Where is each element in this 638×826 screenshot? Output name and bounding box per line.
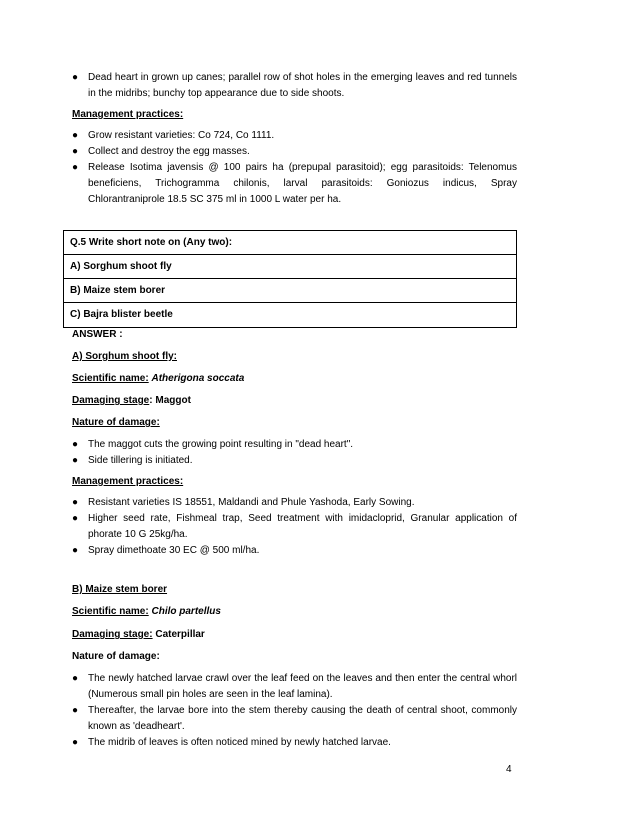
list-item-text: Spray dimethoate 30 EC @ 500 ml/ha. — [88, 545, 260, 556]
bullet-icon: ● — [72, 673, 79, 684]
sci-value: Atherigona soccata — [151, 373, 245, 384]
sorghum-nature-heading: Nature of damage: — [72, 417, 160, 428]
maize-scientific-name — [72, 604, 517, 620]
list-item-text: Collect and destroy the egg masses. — [88, 146, 250, 157]
stage-value: : Maggot — [149, 395, 191, 406]
top-bullet-list — [72, 70, 517, 102]
list-item — [72, 735, 517, 751]
stage-label: Damaging stage: — [72, 629, 153, 640]
section-heading: Management practices: — [72, 109, 184, 120]
list-item-text: Side tillering is initiated. — [88, 455, 193, 466]
list-item-text: Resistant varieties IS 18551, Maldandi and Phule Yashoda, Early Sowing. — [88, 497, 415, 508]
list-item — [72, 671, 517, 703]
list-item — [72, 543, 517, 559]
table-row: B) Maize stem borer — [64, 279, 516, 303]
top-mgmt-list — [72, 128, 517, 208]
bullet-icon: ● — [72, 705, 79, 716]
stage-label: Damaging stage — [72, 395, 150, 406]
sci-value: Chilo partellus — [151, 606, 221, 617]
bullet-icon: ● — [72, 455, 79, 466]
list-item — [72, 160, 517, 208]
maize-nature-heading: Nature of damage: — [72, 651, 160, 662]
bullet-icon: ● — [72, 545, 79, 556]
sci-label: Scientific name: — [72, 373, 149, 384]
list-item-text: Dead heart in grown up canes; parallel row of shot holes in the emerging leaves and red tunnels in the midribs; bunchy top appearance due to side shoots. — [88, 72, 517, 99]
list-item-text: Release Isotima javensis @ 100 pairs ha (prepupal parasitoid); egg parasitoids: Telenomus beneficiens, Trichogramma chilonis, larval parasitoids: Goniozus indicus, Spray Chlorantraniprole 18.5 SC 375 ml in 1000 L water per ha. — [88, 162, 517, 205]
list-item-text: Grow resistant varieties: Co 724, Co 1111. — [88, 130, 275, 141]
sorghum-nature-list — [72, 437, 517, 469]
list-item-text: Thereafter, the larvae bore into the stem thereby causing the death of central shoot, commonly known as 'deadheart'. — [88, 705, 517, 732]
bullet-icon: ● — [72, 72, 79, 83]
list-item-text: The midrib of leaves is often noticed mined by newly hatched larvae. — [88, 737, 391, 748]
list-item — [72, 703, 517, 735]
bullet-icon: ● — [72, 162, 79, 173]
sorghum-title: A) Sorghum shoot fly: — [72, 351, 177, 362]
maize-damaging-stage — [72, 627, 517, 643]
sorghum-mgmt-list — [72, 495, 517, 559]
bullet-icon: ● — [72, 130, 79, 141]
maize-title: B) Maize stem borer — [72, 584, 168, 595]
bullet-icon: ● — [72, 497, 79, 508]
stage-value: Caterpillar — [155, 629, 205, 640]
list-item — [72, 144, 517, 160]
page-number: 4 — [506, 764, 512, 775]
bullet-icon: ● — [72, 737, 79, 748]
list-item — [72, 495, 517, 511]
list-item — [72, 511, 517, 543]
list-item — [72, 453, 517, 469]
list-item — [72, 437, 517, 453]
maize-nature-list — [72, 671, 517, 751]
sorghum-damaging-stage — [72, 393, 517, 409]
bullet-icon: ● — [72, 146, 79, 157]
list-item-text: The maggot cuts the growing point resulting in "dead heart". — [88, 439, 354, 450]
table-row: A) Sorghum shoot fly — [64, 255, 516, 279]
question-table — [63, 230, 517, 328]
list-item-text: Higher seed rate, Fishmeal trap, Seed treatment with imidacloprid, Granular application of phorate 10 G 25kg/ha. — [88, 513, 517, 540]
sci-label: Scientific name: — [72, 606, 149, 617]
list-item — [72, 70, 517, 102]
answer-label: ANSWER : — [72, 329, 123, 340]
list-item-text: The newly hatched larvae crawl over the leaf feed on the leaves and then enter the central whorl (Numerous small pin holes are seen in the leaf lamina). — [88, 673, 517, 700]
list-item — [72, 128, 517, 144]
table-row: C) Bajra blister beetle — [70, 309, 173, 320]
table-row: Q.5 Write short note on (Any two): — [64, 231, 516, 255]
bullet-icon: ● — [72, 513, 79, 524]
sorghum-scientific-name — [72, 371, 517, 387]
sorghum-mgmt-heading: Management practices: — [72, 476, 184, 487]
bullet-icon: ● — [72, 439, 79, 450]
